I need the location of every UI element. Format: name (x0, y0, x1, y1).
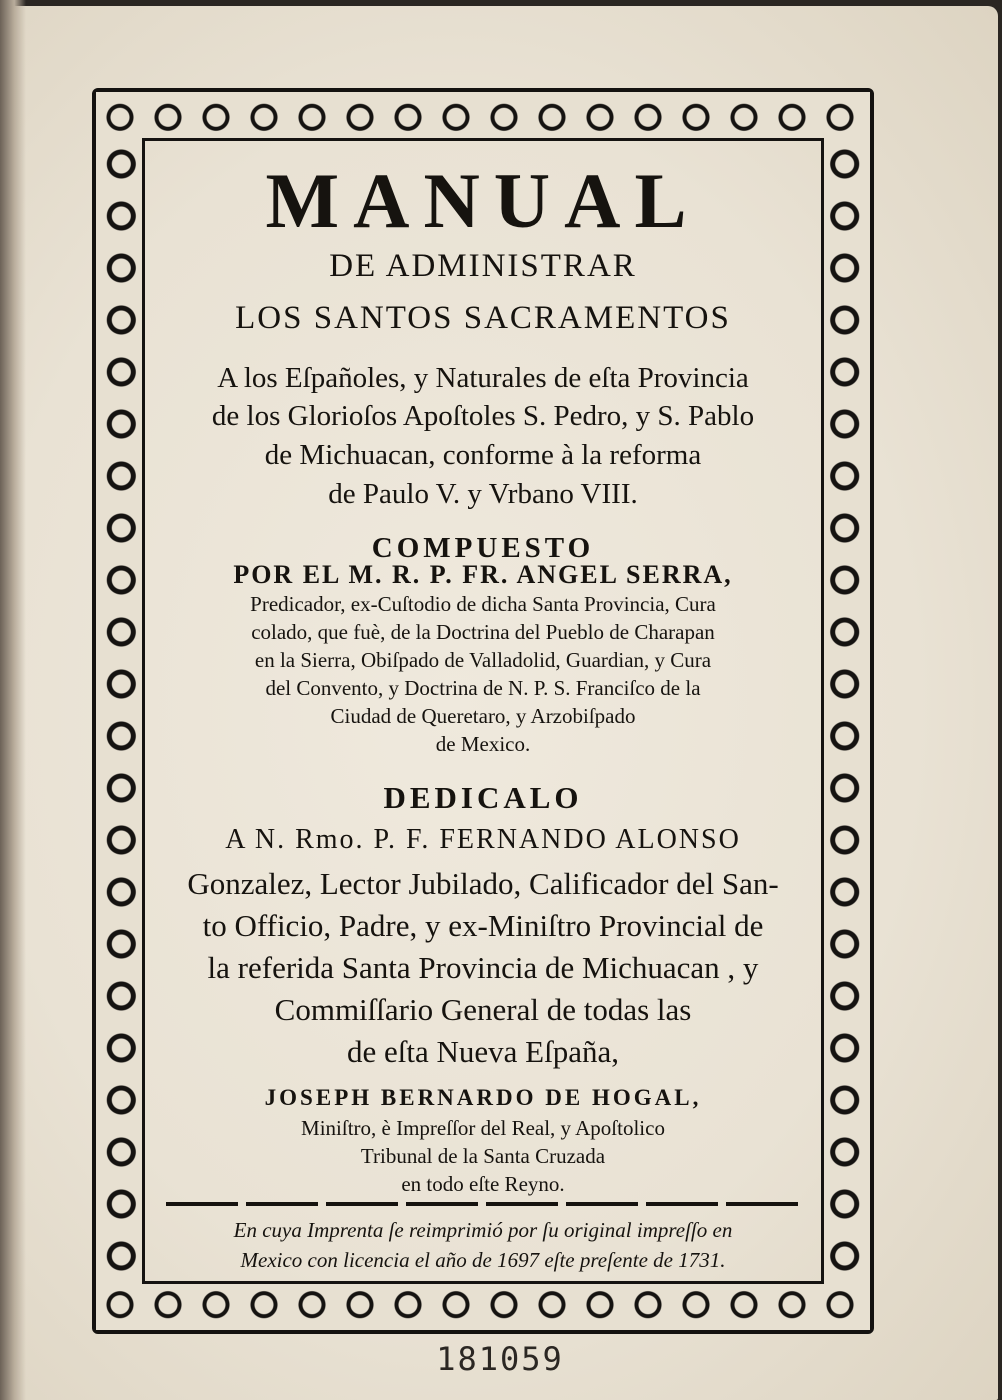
author-line: POR EL M. R. P. FR. ANGEL SERRA, (233, 560, 733, 589)
dedicatee-detail-line: la referida Santa Provincia de Michuacan , y (207, 950, 759, 985)
printer-detail-line: Tribunal de la Santa Cruzada (360, 1144, 606, 1168)
library-stamp-number: 181059 (436, 1340, 564, 1378)
border-ornament-right (824, 138, 870, 1284)
author-detail-line: en la Sierra, Obiſpado de Valladolid, Guardian, y Cura (254, 648, 712, 672)
author-detail-line: del Convento, y Doctrina de N. P. S. Franciſco de la (265, 676, 701, 700)
author-detail-line: colado, que fuè, de la Doctrina del Pueblo de Charapan (251, 620, 715, 644)
border-ornament-left (96, 138, 142, 1284)
intro-line: de Paulo V. y Vrbano VIII. (328, 478, 638, 510)
compuesto-heading: COMPUESTO (371, 532, 595, 564)
dedicatee-line: A N. Rmo. P. F. FERNANDO ALONSO (225, 824, 741, 855)
intro-line: de los Glorioſos Apoſtoles S. Pedro, y S. Pablo (211, 400, 755, 432)
colophon-line: Mexico con licencia el año de 1697 eſte preſente de 1731. (240, 1248, 726, 1272)
separator-rule (166, 1202, 800, 1206)
border-ornament-bottom (96, 1284, 870, 1330)
intro-line: de Michuacan, conforme à la reforma (264, 439, 702, 471)
author-detail-line: de Mexico. (435, 732, 531, 756)
book-gutter-shadow (0, 0, 26, 1400)
printer-detail-line: Miniſtro, è Impreſſor del Real, y Apoſtolico (301, 1116, 665, 1140)
border-ornament-top (96, 92, 870, 138)
colophon-line: En cuya Imprenta ſe reimprimió por ſu original impreſſo en (233, 1218, 733, 1242)
dedicatee-detail-line: to Officio, Padre, y ex-Miniſtro Provincial de (202, 908, 764, 943)
subtitle-line-1: DE ADMINISTRAR (329, 248, 637, 284)
dedicalo-heading: DEDICALO (383, 780, 583, 815)
dedicatee-detail-line: de eſta Nueva Eſpaña, (347, 1034, 619, 1069)
title-page-text (148, 142, 818, 1280)
author-detail-line: Predicador, ex-Cuſtodio de dicha Santa Provincia, Cura (250, 592, 716, 616)
printer-name: JOSEPH BERNARDO DE HOGAL, (264, 1085, 702, 1110)
dedicatee-detail-line: Commiſſario General de todas las (274, 992, 692, 1027)
author-detail-line: Ciudad de Queretaro, y Arzobiſpado (330, 704, 636, 728)
intro-line: A los Eſpañoles, y Naturales de eſta Provincia (217, 362, 749, 394)
printer-detail-line: en todo eſte Reyno. (401, 1172, 565, 1196)
main-title: MANUAL (265, 157, 701, 244)
dedicatee-detail-line: Gonzalez, Lector Jubilado, Calificador del San- (187, 866, 779, 901)
subtitle-line-2: LOS SANTOS SACRAMENTOS (235, 300, 731, 336)
